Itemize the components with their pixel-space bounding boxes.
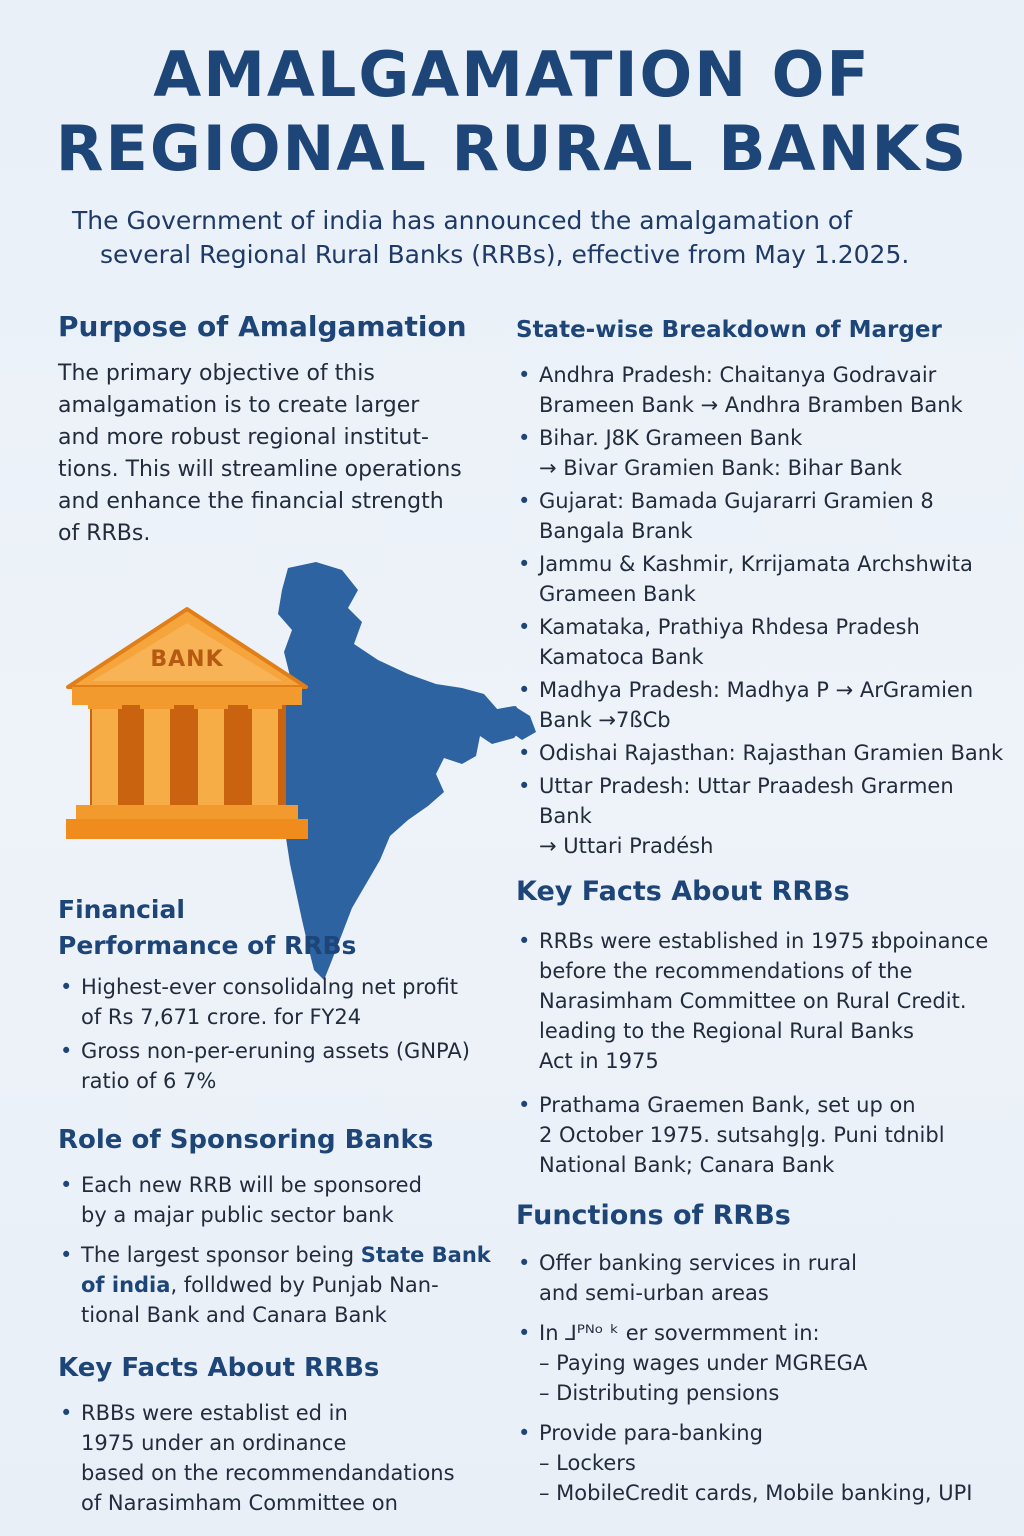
bank-label: BANK xyxy=(150,647,224,672)
title-line-2: REGIONAL RURAL BANKS xyxy=(55,112,969,185)
purpose-paragraph xyxy=(58,358,488,550)
page-title xyxy=(0,38,1024,186)
statewise-list xyxy=(516,360,1006,864)
list-item: • Odishai Rajasthan: Rajasthan Gramien Bank xyxy=(516,738,1006,768)
purpose-line: and enhance the financial strength xyxy=(58,489,444,514)
list-item: • Kamataka, Prathiya Rhdesa Pradesh Kamatoca Bank xyxy=(516,612,1006,672)
title-line-1: AMALGAMATION OF xyxy=(153,38,871,111)
keyfacts-right-list xyxy=(516,926,1006,1184)
list-item: • Uttar Pradesh: Uttar Praadesh Grarmen Bank → Uttari Pradésh xyxy=(516,771,1006,861)
purpose-heading: Purpose of Amalgamation xyxy=(58,310,467,343)
list-item: • Prathama Graemen Bank, set up on 2 October 1975. sutsahg|g. Puni tdnibl National Bank; Canara Bank xyxy=(516,1090,1006,1180)
financial-heading-line-2: Performance of RRBs xyxy=(58,931,357,960)
purpose-line: tions. This will streamline operations xyxy=(58,457,462,482)
list-item: • Bihar. J8K Grameen Bank → Bivar Gramien Bank: Bihar Bank xyxy=(516,423,1006,483)
intro-line-1: The Government of india has announced the amalgamation of xyxy=(72,206,852,235)
list-item: • Gross non-per-eruning assets (GNPA) ratio of 6 7% xyxy=(58,1036,498,1096)
financial-heading-line-1: Financial xyxy=(58,895,185,924)
statewise-heading: State-wise Breakdown of Marger xyxy=(516,317,942,343)
list-item: • Gujarat: Bamada Gujararri Gramien 8 Bangala Brank xyxy=(516,486,1006,546)
sponsoring-list xyxy=(58,1170,498,1334)
bank-illustration xyxy=(62,605,312,845)
list-item: • The largest sponsor being State Bank of india, folldwed by Punjab Nan- tional Bank and Canara Bank xyxy=(58,1240,498,1330)
list-item: • Offer banking services in rural and semi-urban areas xyxy=(516,1248,1006,1308)
list-item: • RRBs were established in 1975 ᵻbpoinance before the recommendations of the Narasimham Committee on Rural Credit. leading to the Regional Rural Banks Act in 1975 xyxy=(516,926,1006,1076)
list-item: • Jammu & Kashmir, Krrijamata Archshwita Grameen Bank xyxy=(516,549,1006,609)
financial-list xyxy=(58,972,498,1100)
list-item: • Each new RRB will be sponsored by a majar public sector bank xyxy=(58,1170,498,1230)
list-item: • In ⅃ᴾᴺᵒ ᵏ er sovermment in: – Paying wages under MGREGA – Distributing pensions xyxy=(516,1318,1006,1408)
bank-building-icon xyxy=(62,605,312,845)
purpose-line: of RRBs. xyxy=(58,521,151,546)
keyfacts-right-heading: Key Facts About RRBs xyxy=(516,876,850,907)
list-item: • Madhya Pradesh: Madhya P → ArGramien Bank →7ßCb xyxy=(516,675,1006,735)
purpose-line: and more robust regional institut- xyxy=(58,425,429,450)
financial-heading xyxy=(58,892,356,964)
intro-text xyxy=(40,204,984,272)
keyfacts-left-heading: Key Facts About RRBs xyxy=(58,1353,380,1383)
sponsoring-heading: Role of Sponsoring Banks xyxy=(58,1125,434,1155)
intro-line-2: several Regional Rural Banks (RRBs), effective from May 1.2025. xyxy=(100,240,910,269)
functions-heading: Functions of RRBs xyxy=(516,1200,791,1231)
list-item: • Highest-ever consolidalng net profit of Rs 7,671 crore. for FY24 xyxy=(58,972,498,1032)
list-item: • Andhra Pradesh: Chaitanya Godravair Brameen Bank → Andhra Bramben Bank xyxy=(516,360,1006,420)
purpose-line: amalgamation is to create larger xyxy=(58,393,420,418)
sponsor-highlight: State Bank xyxy=(360,1243,491,1267)
sponsor-highlight: of india xyxy=(81,1273,171,1297)
purpose-line: The primary objective of this xyxy=(58,361,375,386)
keyfacts-left-list xyxy=(58,1398,498,1522)
functions-list xyxy=(516,1248,1006,1512)
list-item: • RBBs were establist ed in 1975 under an ordinance based on the recommendandations of Narasimham Committee on xyxy=(58,1398,498,1518)
list-item: • Provide para-banking – Lockers – MobileCredit cards, Mobile banking, UPI xyxy=(516,1418,1006,1508)
